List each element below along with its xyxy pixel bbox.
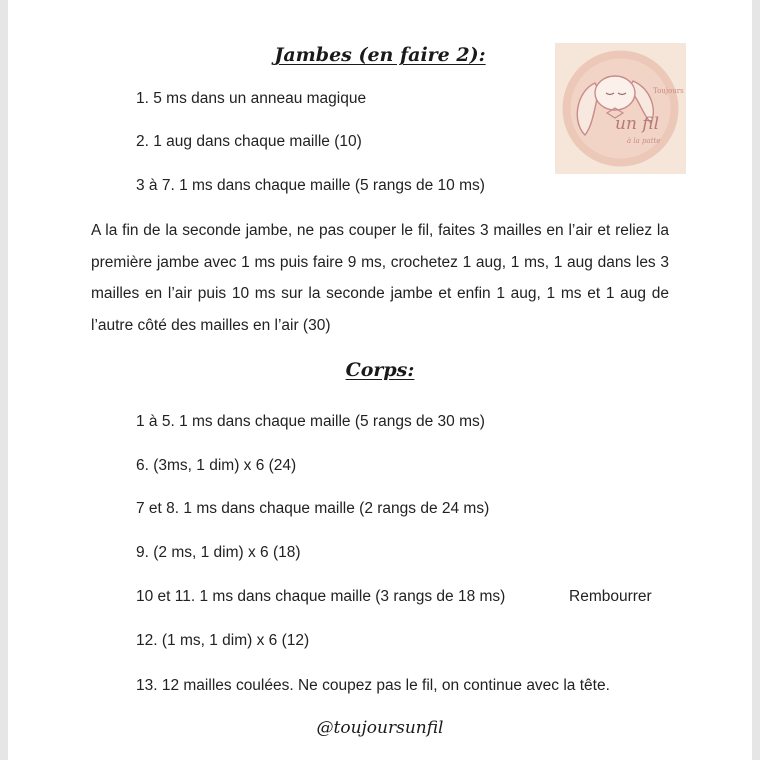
logo-text-top: Toujours: [653, 87, 684, 95]
legs-step-1: 1. 5 ms dans un anneau magique: [136, 90, 367, 107]
logo-text-bottom: à la patte: [627, 137, 661, 145]
body-step-6: 12. (1 ms, 1 dim) x 6 (12): [136, 632, 310, 649]
legs-step-3: 3 à 7. 1 ms dans chaque maille (5 rangs de 10 ms): [136, 177, 485, 194]
body-step-2: 6. (3ms, 1 dim) x 6 (24): [136, 457, 297, 474]
brand-logo: [555, 43, 686, 174]
body-step-3: 7 et 8. 1 ms dans chaque maille (2 rangs de 24 ms): [136, 500, 490, 517]
body-title: Corps:: [345, 359, 415, 381]
stuffing-note: Rembourrer: [569, 588, 652, 605]
legs-join-paragraph: A la fin de la seconde jambe, ne pas couper le fil, faites 3 mailles en l’air et reliez la première jambe avec 1 ms puis faire 9 ms, crochetez 1 aug, 1 ms, 1 aug dans les 3 mailles en l’air puis 10 ms sur la seconde jambe et enfin 1 aug, 1 ms et 1 aug de l’autre côté des mailles en l’air (30): [91, 222, 669, 334]
body-step-5: 10 et 11. 1 ms dans chaque maille (3 rangs de 18 ms): [136, 588, 506, 605]
logo-text-main: un fil: [615, 114, 660, 134]
legs-step-2: 2. 1 aug dans chaque maille (10): [136, 133, 362, 150]
body-step-1: 1 à 5. 1 ms dans chaque maille (5 rangs de 30 ms): [136, 413, 485, 430]
social-handle: @toujoursunfil: [316, 718, 444, 738]
legs-title: Jambes (en faire 2):: [274, 44, 486, 66]
body-step-7: 13. 12 mailles coulées. Ne coupez pas le fil, on continue avec la tête.: [136, 677, 610, 694]
body-step-4: 9. (2 ms, 1 dim) x 6 (18): [136, 544, 301, 561]
